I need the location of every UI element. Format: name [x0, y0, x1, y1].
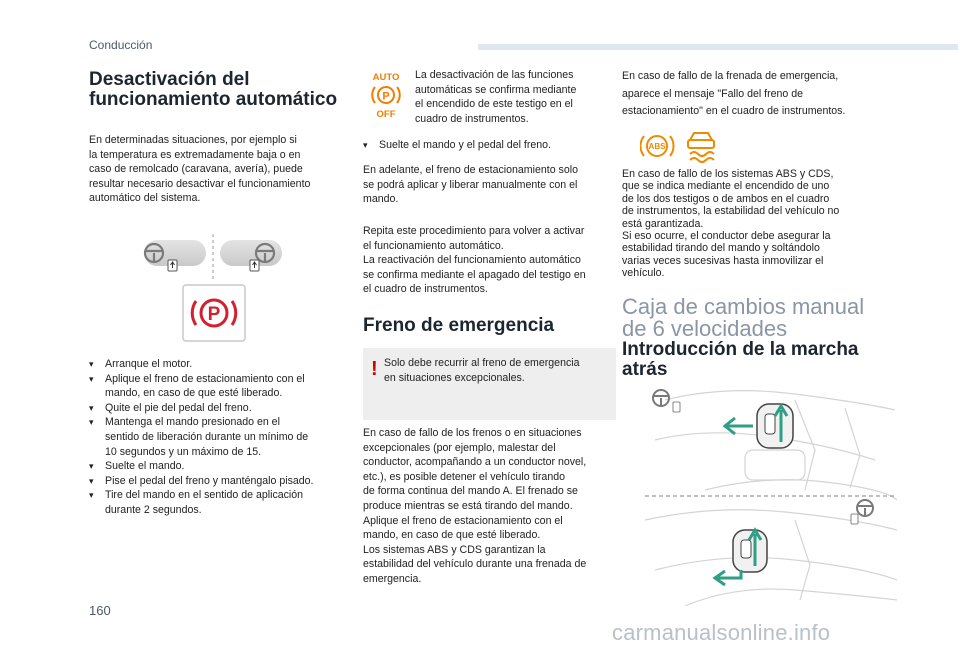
list-item: ▾ Quite el pie del pedal del freno. [89, 401, 252, 414]
deactivation-steps [89, 357, 351, 518]
reverse-gear-illustration [645, 380, 897, 606]
page-number: 160 [89, 603, 111, 618]
header-bar [478, 44, 958, 50]
warning-text: Solo debe recurrir al freno de emergencia en situaciones excepcionales. [384, 357, 580, 384]
list-item: ▾ Mantenga el mando presionado en el sentido de liberación durante un mínimo de 10 segundos y un máximo de 15. [89, 416, 309, 458]
reverse-gear-title: Introducción de la marcha atrás [622, 339, 859, 380]
svg-text:P: P [382, 90, 390, 103]
parking-brake-warning-light [182, 284, 246, 342]
manual-mode-text: En adelante, el freno de estacionamiento solo se podrá aplicar y liberar manualmente con el mando. [363, 164, 578, 206]
deactivation-intro: En determinadas situaciones, por ejemplo si la temperatura es extremadamente baja o en caso de remolcado (caravana, avería), puede resultar necesario desactivar el funcionamiento automático del sistema. [89, 134, 311, 205]
list-item: ▾ Aplique el freno de estacionamiento con el mando, en caso de que esté liberado. [89, 372, 305, 400]
parking-auto-icon [372, 87, 400, 103]
svg-text:ABS: ABS [648, 142, 666, 151]
gearbox-title: Caja de cambios manual de 6 velocidades [622, 294, 865, 341]
svg-text:OFF: OFF [376, 109, 396, 120]
warning-icon: ! [371, 358, 378, 380]
svg-text:AUTO: AUTO [372, 72, 400, 83]
release-step [363, 138, 618, 153]
abs-icon [640, 136, 673, 156]
gear-knob-top [757, 404, 793, 448]
bullet-icon: ▾ [363, 140, 368, 150]
emergency-fail-text: En caso de fallo de la frenada de emergencia, aparece el mensaje "Fallo del freno de estacionamiento" en el cuadro de instrumentos. [622, 70, 846, 118]
svg-text:P: P [207, 304, 221, 325]
warning-box [363, 348, 616, 420]
stability-control-icon [688, 133, 714, 162]
emergency-brake-text: En caso de fallo de los frenos o en situaciones excepcionales (por ejemplo, malestar del conductor, acompañando a un conductor novel, etc.), es posible detener el vehículo tirando de forma continua del mando A. El frenado se produce mientras se está tirando del mando. Aplique el freno de estacionamiento con el mando, en caso de que esté liberado. Los sistemas ABS y CDS garantizan la estabilidad del vehículo durante una frenada de emergencia. [363, 427, 587, 585]
list-item: ▾ Tire del mando en el sentido de aplicación durante 2 segundos. [89, 489, 304, 516]
bullet-icon: ▾ [89, 490, 94, 501]
abs-cds-warning-lights [640, 128, 720, 164]
auto-off-warning-light [366, 70, 406, 120]
list-item: ▾ Suelte el mando y el pedal del freno. [363, 139, 551, 151]
deactivation-title: Desactivación del funcionamiento automático [89, 69, 338, 110]
list-item: ▾ Suelte el mando. [89, 460, 185, 473]
section-title: Conducción [89, 38, 153, 52]
bullet-icon: ▾ [89, 373, 94, 384]
bullet-icon: ▾ [89, 402, 94, 413]
parking-switch-icon [250, 260, 259, 271]
watermark: carmanualsonline.info [612, 620, 831, 645]
bullet-icon: ▾ [89, 475, 94, 486]
bullet-icon: ▾ [89, 359, 94, 369]
auto-off-description: La desactivación de las funciones automáticas se confirma mediante el encendido de este testigo en el cuadro de instrumentos. [415, 69, 577, 125]
steering-wheel-illustration [140, 232, 290, 282]
bullet-icon: ▾ [89, 461, 94, 472]
abs-cds-text: En caso de fallo de los sistemas ABS y CDS, que se indica mediante el encendido de uno de los dos testigos o de ambos en el cuadro de instrumentos, la estabilidad del vehículo no está garantizada. Si eso ocurre, el conductor debe asegurar la estabilidad tirando del mando y soltándolo varias veces sucesivas hasta inmovilizar el vehículo. [622, 168, 840, 280]
parking-switch-icon [168, 260, 177, 271]
bullet-icon: ▾ [89, 417, 94, 428]
list-item: ▾ Pise el pedal del freno y manténgalo pisado. [89, 474, 314, 487]
list-item: ▾ Arranque el motor. [89, 358, 193, 370]
emergency-brake-title: Freno de emergencia [363, 315, 555, 336]
reactivation-text: Repita este procedimiento para volver a activar el funcionamiento automático. La reactivación del funcionamiento automático se confirma mediante el apagado del testigo en el cuadro de instrumentos. [363, 225, 586, 296]
